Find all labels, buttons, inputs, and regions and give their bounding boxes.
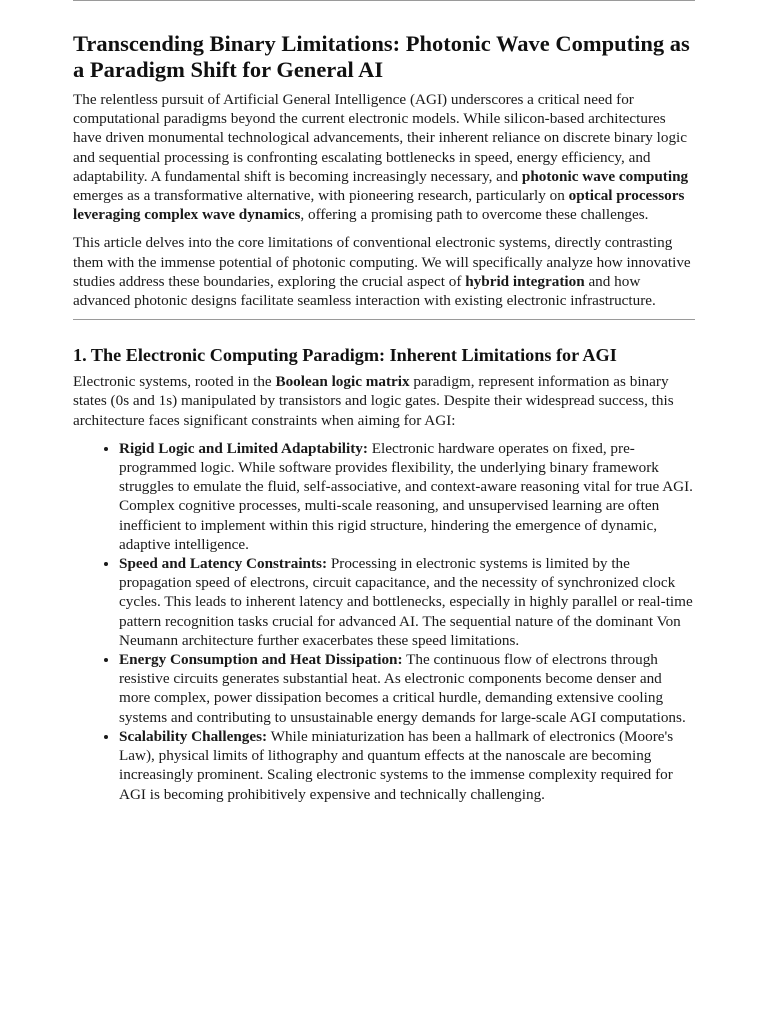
intro-paragraph-1 [73,90,695,224]
intro-p1-text-1: The relentless pursuit of Artificial General Intelligence (AGI) underscores a critical need for computational paradigms beyond the current electronic models. While silicon-based architectures have driven monumental technological advancements, their inherent reliance on discrete binary logic and sequential processing is confronting escalating bottlenecks in speed, energy efficiency, and adaptability. A fundamental shift is becoming increasingly necessary, and [73,91,688,185]
list-item-text: Processing in electronic systems is limited by the propagation speed of electrons, circuit capacitance, and the necessity of synchronized clock cycles. This leads to inherent latency and bottlenecks, especially in highly parallel or real-time pattern recognition tasks crucial for advanced AI. The sequential nature of the dominant Von Neumann architecture further exacerbates these speed limitations. [119,555,693,649]
intro-paragraph-2 [73,233,695,310]
intro-p2-text-2: and how advanced photonic designs facilitate seamless interaction with existing electronic infrastructure. [73,272,656,310]
list-item-label: Scalability Challenges: [119,727,268,745]
top-divider [73,0,695,1]
list-item [119,554,695,650]
list-item-text: While miniaturization has been a hallmark of electronics (Moore's Law), physical limits of lithography and quantum effects at the nanoscale are becoming increasingly prominent. Scaling electronic systems to the immense complexity required for AGI is becoming prohibitively expensive and technically challenging. [119,727,674,803]
list-item-label: Speed and Latency Constraints: [119,555,328,573]
section-1-heading: 1. The Electronic Computing Paradigm: Inherent Limitations for AGI [73,345,617,366]
list-item [119,727,695,804]
intro-p1-text-2: emerges as a transformative alternative, with pioneering research, particularly on [73,187,569,205]
intro-p2-text-1: This article delves into the core limitations of conventional electronic systems, directly contrasting them with the immense potential of photonic computing. We will specifically analyze how innovative studies address these boundaries, exploring the crucial aspect of [73,234,691,290]
list-item-text: Electronic hardware operates on fixed, pre-programmed logic. While software provides flexibility, the underlying binary framework struggles to emulate the fluid, self-associative, and context-aware reasoning vital for true AGI. Complex cognitive processes, multi-scale reasoning, and unsupervised learning are often inefficient to implement within this rigid structure, hindering the emergence of dynamic, adaptive intelligence. [119,439,693,553]
limitations-list [73,439,695,804]
list-item-label: Energy Consumption and Heat Dissipation: [119,651,403,669]
section-1-intro-text-2: paradigm, represent information as binary states (0s and 1s) manipulated by transistors and logic gates. Despite their widespread success, this architecture faces significant constraints when aiming for AGI: [73,373,674,429]
section-1-intro-text-1: Electronic systems, rooted in the [73,373,276,391]
intro-p2-bold-1: hybrid integration [465,272,585,290]
intro-p1-text-3: , offering a promising path to overcome these challenges. [300,206,649,224]
section-1-intro [73,372,695,430]
section-1-intro-bold-1: Boolean logic matrix [275,373,410,391]
intro-p1-bold-2: optical processors leveraging complex wave dynamics [73,187,685,224]
list-item [119,439,695,554]
article-title: Transcending Binary Limitations: Photonic Wave Computing as a Paradigm Shift for General AI [73,31,690,82]
section-divider [73,319,695,320]
intro-p1-bold-1: photonic wave computing [521,167,689,185]
list-item [119,650,695,727]
list-item-label: Rigid Logic and Limited Adaptability: [119,439,368,457]
list-item-text: The continuous flow of electrons through resistive circuits generates substantial heat. As electronic components become denser and more complex, power dissipation becomes a critical hurdle, demanding extensive cooling systems and contributing to unsustainable energy demands for large-scale AGI computations. [119,651,686,726]
